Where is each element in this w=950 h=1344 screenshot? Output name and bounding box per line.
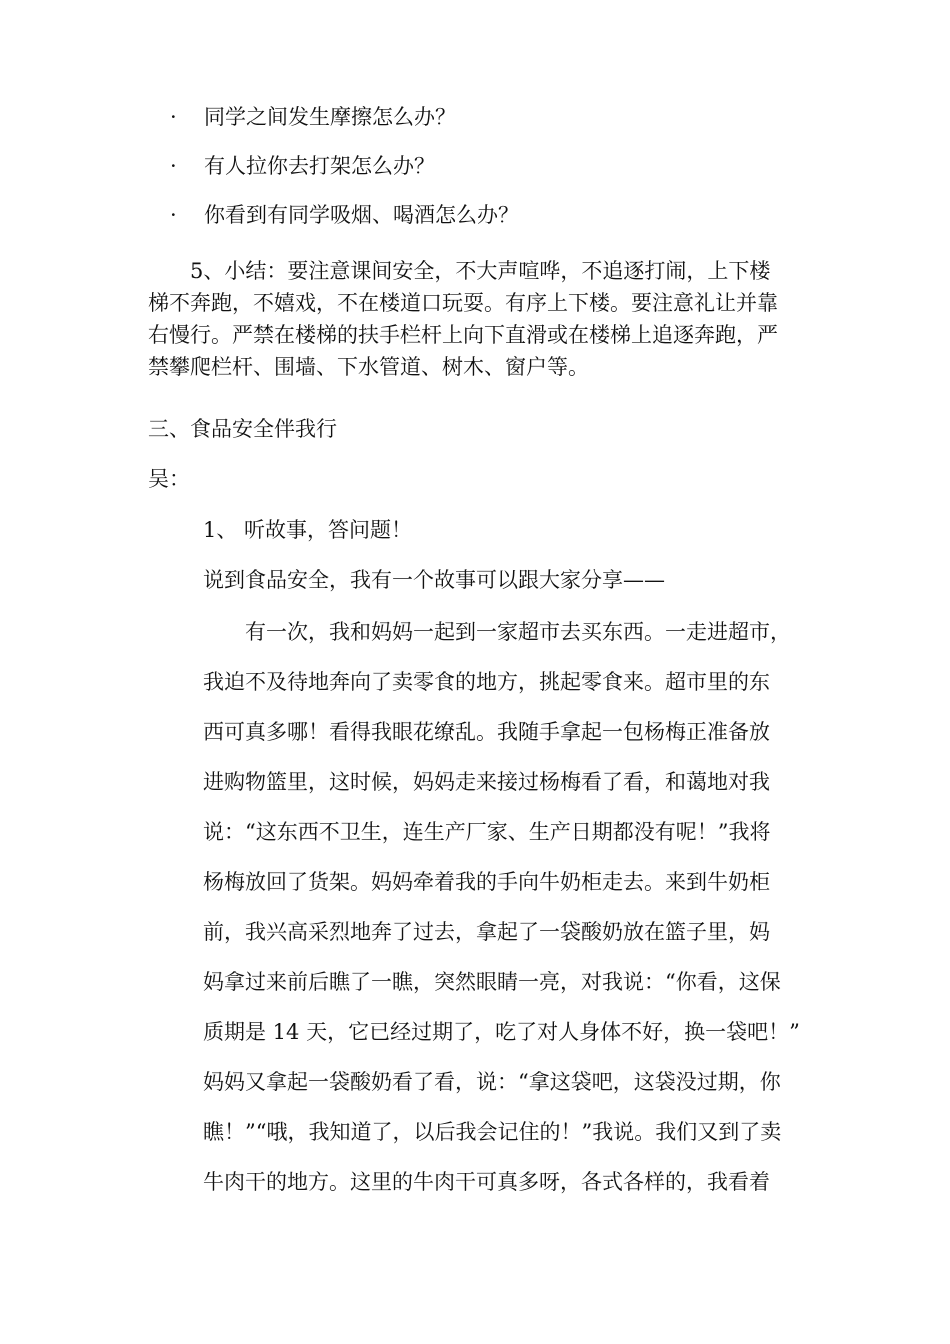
summary-line: 梯不奔跑，不嬉戏，不在楼道口玩耍。有序上下楼。要注意礼让并靠 xyxy=(148,291,778,315)
summary-paragraph xyxy=(148,255,820,383)
story-paragraph xyxy=(203,614,813,1214)
story-line: 我迫不及待地奔向了卖零食的地方，挑起零食来。超市里的东 xyxy=(203,670,770,694)
bullet-marker: · xyxy=(170,105,177,129)
summary-line: 禁攀爬栏杆、围墙、下水管道、树木、窗户等。 xyxy=(148,355,589,379)
bullet-marker: · xyxy=(170,154,177,178)
story-line: 有一次，我和妈妈一起到一家超市去买东西。一走进超市， xyxy=(245,620,791,644)
summary-line: 5、小结：要注意课间安全，不大声喧哗，不追逐打闹，上下楼 xyxy=(190,259,771,283)
story-line: 西可真多哪！看得我眼花缭乱。我随手拿起一包杨梅正准备放 xyxy=(203,720,770,744)
story-line: 牛肉干的地方。这里的牛肉干可真多呀，各式各样的，我看着 xyxy=(203,1170,770,1194)
story-line: 妈妈又拿起一袋酸奶看了看，说：“拿这袋吧，这袋没过期，你 xyxy=(203,1070,781,1094)
bullet-item xyxy=(170,200,519,230)
story-line: 前，我兴高采烈地奔了过去，拿起了一袋酸奶放在篮子里，妈 xyxy=(203,920,770,944)
bullet-text: 你看到有同学吸烟、喝酒怎么办？ xyxy=(204,203,519,227)
story-line: 杨梅放回了货架。妈妈牵着我的手向牛奶柜走去。来到牛奶柜 xyxy=(203,870,770,894)
story-line: 妈拿过来前后瞧了一瞧，突然眼睛一亮，对我说：“你看，这保 xyxy=(203,970,781,994)
story-line: 质期是 14 天，它已经过期了，吃了对人身体不好，换一袋吧！” xyxy=(203,1020,800,1044)
bullet-text: 同学之间发生摩擦怎么办？ xyxy=(204,105,456,129)
story-line: 瞧！”“哦，我知道了，以后我会记住的！”我说。我们又到了卖 xyxy=(203,1120,782,1144)
story-line: 进购物篮里，这时候，妈妈走来接过杨梅看了看，和蔼地对我 xyxy=(203,770,770,794)
speaker-label: 吴： xyxy=(148,467,190,491)
story-line: 说：“这东西不卫生，连生产厂家、生产日期都没有呢！”我将 xyxy=(203,820,771,844)
bullet-item xyxy=(170,151,435,181)
item-title: 1、 听故事，答问题！ xyxy=(203,518,413,542)
story-intro: 说到食品安全，我有一个故事可以跟大家分享—— xyxy=(203,568,665,592)
bullet-marker: · xyxy=(170,203,177,227)
section-title: 三、食品安全伴我行 xyxy=(148,417,337,441)
bullet-item xyxy=(170,102,456,132)
bullet-text: 有人拉你去打架怎么办？ xyxy=(204,154,435,178)
summary-line: 右慢行。严禁在楼梯的扶手栏杆上向下直滑或在楼梯上追逐奔跑，严 xyxy=(148,323,778,347)
